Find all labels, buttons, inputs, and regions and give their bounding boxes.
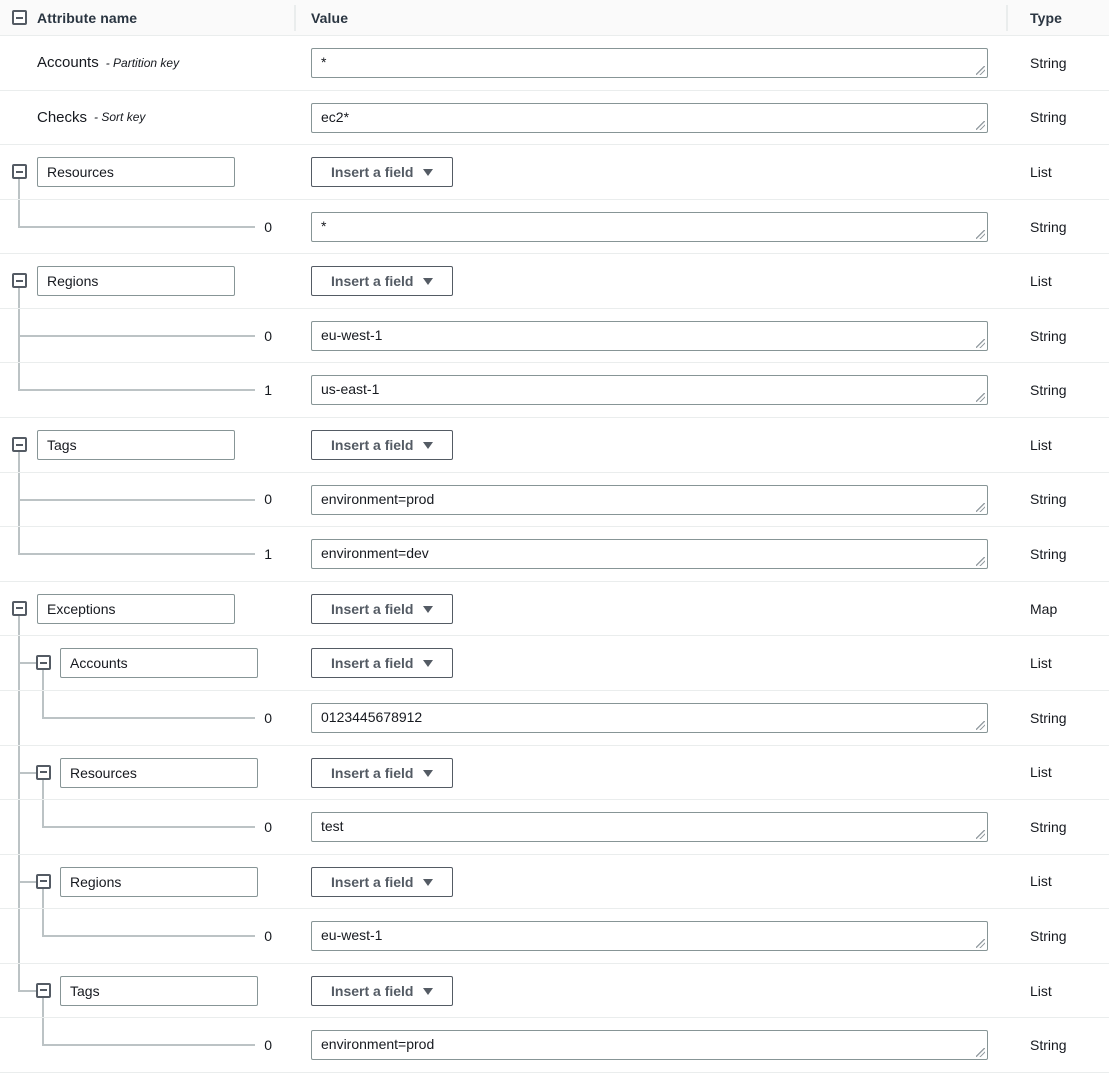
insert-field-label: Insert a field bbox=[331, 164, 414, 181]
attribute-row bbox=[0, 855, 1109, 910]
type-label: List bbox=[1030, 655, 1052, 672]
type-label: String bbox=[1030, 109, 1067, 126]
collapse-toggle[interactable] bbox=[12, 273, 27, 288]
attribute-row bbox=[0, 636, 1109, 691]
index-label: 1 bbox=[264, 545, 272, 562]
value-field bbox=[311, 812, 988, 842]
value-field bbox=[311, 539, 988, 569]
insert-field-label: Insert a field bbox=[331, 982, 414, 999]
tree-line bbox=[42, 717, 255, 719]
caret-down-icon bbox=[423, 988, 433, 995]
attribute-row bbox=[0, 36, 1109, 91]
column-divider bbox=[294, 5, 296, 31]
collapse-toggle[interactable] bbox=[36, 874, 51, 889]
tree-line bbox=[18, 288, 20, 308]
type-label: List bbox=[1030, 764, 1052, 781]
collapse-toggle[interactable] bbox=[36, 983, 51, 998]
attribute-row bbox=[0, 200, 1109, 255]
attribute-name-input[interactable] bbox=[60, 758, 258, 788]
attribute-row bbox=[0, 691, 1109, 746]
caret-down-icon bbox=[423, 442, 433, 449]
type-label: String bbox=[1030, 928, 1067, 945]
tree-line bbox=[18, 691, 20, 745]
key-type-suffix: - Partition key bbox=[105, 55, 180, 70]
index-label: 0 bbox=[264, 709, 272, 726]
value-field bbox=[311, 921, 988, 951]
resize-grip[interactable] bbox=[976, 393, 985, 402]
tree-line bbox=[42, 691, 44, 719]
resize-grip[interactable] bbox=[976, 557, 985, 566]
resize-grip[interactable] bbox=[976, 503, 985, 512]
index-label: 0 bbox=[264, 218, 272, 235]
attribute-name-input[interactable] bbox=[37, 594, 235, 624]
value-textarea[interactable] bbox=[311, 921, 988, 951]
type-label: String bbox=[1030, 218, 1067, 235]
resize-grip[interactable] bbox=[976, 830, 985, 839]
tree-line bbox=[18, 772, 37, 774]
tree-line bbox=[18, 452, 20, 472]
column-header-type: Type bbox=[1030, 9, 1063, 26]
attribute-row bbox=[0, 254, 1109, 309]
attribute-row bbox=[0, 363, 1109, 418]
insert-field-label: Insert a field bbox=[331, 873, 414, 890]
insert-field-button[interactable] bbox=[311, 594, 453, 624]
value-textarea[interactable] bbox=[311, 48, 988, 78]
insert-field-button[interactable] bbox=[311, 976, 453, 1006]
tree-line bbox=[42, 670, 44, 690]
tree-line bbox=[18, 226, 255, 228]
type-label: String bbox=[1030, 491, 1067, 508]
value-field bbox=[311, 485, 988, 515]
insert-field-label: Insert a field bbox=[331, 437, 414, 454]
tree-line bbox=[18, 389, 255, 391]
attribute-row bbox=[0, 91, 1109, 146]
type-label: List bbox=[1030, 982, 1052, 999]
tree-line bbox=[18, 499, 255, 501]
value-textarea[interactable] bbox=[311, 321, 988, 351]
attribute-row bbox=[0, 964, 1109, 1019]
tree-line bbox=[18, 881, 37, 883]
insert-field-label: Insert a field bbox=[331, 764, 414, 781]
value-field bbox=[311, 703, 988, 733]
value-field bbox=[311, 375, 988, 405]
insert-field-button[interactable] bbox=[311, 758, 453, 788]
attribute-key-name: Checks bbox=[37, 108, 88, 126]
value-field bbox=[311, 103, 988, 133]
type-label: String bbox=[1030, 545, 1067, 562]
tree-line bbox=[18, 527, 20, 555]
key-type-suffix: - Sort key bbox=[94, 110, 146, 125]
type-label: List bbox=[1030, 273, 1052, 290]
index-label: 1 bbox=[264, 382, 272, 399]
attribute-key-label bbox=[37, 36, 179, 90]
type-label: Map bbox=[1030, 600, 1058, 617]
resize-grip[interactable] bbox=[976, 939, 985, 948]
attribute-key-name: Accounts bbox=[37, 54, 99, 72]
tree-line bbox=[42, 889, 44, 909]
value-textarea[interactable] bbox=[311, 375, 988, 405]
insert-field-label: Insert a field bbox=[331, 600, 414, 617]
attribute-name-input[interactable] bbox=[60, 648, 258, 678]
tree-line bbox=[42, 1018, 44, 1046]
resize-grip[interactable] bbox=[976, 121, 985, 130]
attribute-row bbox=[0, 582, 1109, 637]
tree-line bbox=[42, 826, 255, 828]
collapse-toggle[interactable] bbox=[12, 601, 27, 616]
tree-line bbox=[18, 616, 20, 636]
insert-field-label: Insert a field bbox=[331, 655, 414, 672]
type-label: String bbox=[1030, 382, 1067, 399]
index-label: 0 bbox=[264, 327, 272, 344]
minus-icon bbox=[16, 607, 23, 609]
attribute-row bbox=[0, 800, 1109, 855]
attribute-row bbox=[0, 527, 1109, 582]
attribute-row bbox=[0, 309, 1109, 364]
collapse-toggle[interactable] bbox=[12, 437, 27, 452]
tree-line bbox=[42, 998, 44, 1018]
caret-down-icon bbox=[423, 770, 433, 777]
caret-down-icon bbox=[423, 169, 433, 176]
attribute-name-input[interactable] bbox=[60, 976, 258, 1006]
minus-icon bbox=[40, 880, 47, 882]
value-textarea[interactable] bbox=[311, 212, 988, 242]
attribute-key-label bbox=[37, 91, 145, 145]
value-field bbox=[311, 1030, 988, 1060]
value-textarea[interactable] bbox=[311, 485, 988, 515]
column-header-attribute-name: Attribute name bbox=[37, 9, 138, 26]
tree-line bbox=[42, 1044, 255, 1046]
insert-field-button[interactable] bbox=[311, 266, 453, 296]
caret-down-icon bbox=[423, 660, 433, 667]
value-textarea[interactable] bbox=[311, 539, 988, 569]
value-textarea[interactable] bbox=[311, 1030, 988, 1060]
tree-line bbox=[18, 800, 20, 854]
attribute-name-input[interactable] bbox=[60, 867, 258, 897]
minus-icon bbox=[16, 444, 23, 446]
tree-line bbox=[42, 935, 255, 937]
index-label: 0 bbox=[264, 1037, 272, 1054]
column-header-value: Value bbox=[311, 9, 349, 26]
collapse-all-toggle[interactable] bbox=[12, 10, 27, 25]
resize-grip[interactable] bbox=[976, 721, 985, 730]
tree-line bbox=[18, 909, 20, 963]
attribute-row bbox=[0, 746, 1109, 801]
insert-field-button[interactable] bbox=[311, 157, 453, 187]
resize-grip[interactable] bbox=[976, 1048, 985, 1057]
value-field bbox=[311, 321, 988, 351]
type-label: String bbox=[1030, 1037, 1067, 1054]
tree-line bbox=[18, 990, 37, 992]
value-textarea[interactable] bbox=[311, 812, 988, 842]
column-divider bbox=[1006, 5, 1008, 31]
attribute-name-input[interactable] bbox=[37, 430, 235, 460]
insert-field-label: Insert a field bbox=[331, 273, 414, 290]
attribute-name-input[interactable] bbox=[37, 157, 235, 187]
type-label: String bbox=[1030, 818, 1067, 835]
minus-icon bbox=[16, 17, 23, 19]
caret-down-icon bbox=[423, 879, 433, 886]
tree-line bbox=[18, 964, 20, 992]
resize-grip[interactable] bbox=[976, 230, 985, 239]
attribute-rows bbox=[0, 36, 1109, 1073]
attribute-row bbox=[0, 418, 1109, 473]
resize-grip[interactable] bbox=[976, 339, 985, 348]
collapse-toggle[interactable] bbox=[36, 765, 51, 780]
insert-field-button[interactable] bbox=[311, 648, 453, 678]
index-label: 0 bbox=[264, 818, 272, 835]
attribute-row bbox=[0, 145, 1109, 200]
resize-grip[interactable] bbox=[976, 66, 985, 75]
type-label: String bbox=[1030, 709, 1067, 726]
minus-icon bbox=[16, 171, 23, 173]
tree-line bbox=[18, 363, 20, 391]
tree-line bbox=[18, 553, 255, 555]
attribute-row bbox=[0, 1018, 1109, 1073]
tree-line bbox=[42, 909, 44, 937]
index-label: 0 bbox=[264, 491, 272, 508]
value-textarea[interactable] bbox=[311, 703, 988, 733]
minus-icon bbox=[40, 989, 47, 991]
caret-down-icon bbox=[423, 278, 433, 285]
minus-icon bbox=[40, 771, 47, 773]
index-label: 0 bbox=[264, 928, 272, 945]
collapse-toggle[interactable] bbox=[36, 655, 51, 670]
collapse-toggle[interactable] bbox=[12, 164, 27, 179]
caret-down-icon bbox=[423, 606, 433, 613]
insert-field-button[interactable] bbox=[311, 430, 453, 460]
tree-line bbox=[18, 335, 255, 337]
tree-line bbox=[42, 800, 44, 828]
tree-line bbox=[18, 662, 37, 664]
value-field bbox=[311, 48, 988, 78]
minus-icon bbox=[16, 280, 23, 282]
type-label: List bbox=[1030, 873, 1052, 890]
type-label: List bbox=[1030, 163, 1052, 180]
tree-line bbox=[18, 200, 20, 228]
type-label: String bbox=[1030, 327, 1067, 344]
value-field bbox=[311, 212, 988, 242]
attribute-row bbox=[0, 909, 1109, 964]
attribute-row bbox=[0, 473, 1109, 528]
table-header bbox=[0, 0, 1109, 36]
tree-line bbox=[42, 780, 44, 800]
insert-field-button[interactable] bbox=[311, 867, 453, 897]
tree-line bbox=[18, 179, 20, 199]
type-label: List bbox=[1030, 436, 1052, 453]
minus-icon bbox=[40, 662, 47, 664]
attribute-name-input[interactable] bbox=[37, 266, 235, 296]
value-textarea[interactable] bbox=[311, 103, 988, 133]
type-label: String bbox=[1030, 54, 1067, 71]
